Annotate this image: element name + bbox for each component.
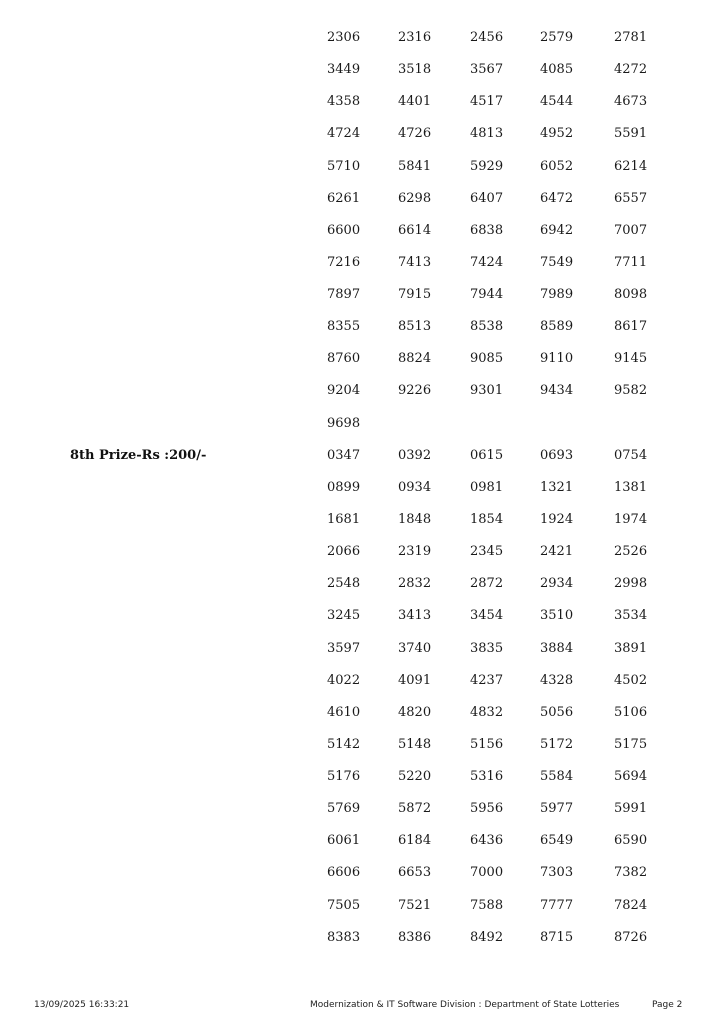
winning-number: 8386 — [398, 929, 432, 945]
winning-number: 1321 — [540, 479, 574, 495]
winning-number: 8355 — [327, 319, 361, 335]
winning-number: 6261 — [327, 190, 361, 206]
winning-number: 3449 — [327, 62, 361, 78]
winning-number: 6061 — [327, 833, 361, 849]
footer-page-number: Page 2 — [652, 1000, 683, 1010]
winning-number: 7303 — [540, 865, 574, 881]
winning-number: 2526 — [614, 544, 648, 560]
number-row — [0, 157, 724, 189]
winning-number: 7413 — [398, 254, 432, 270]
winning-number: 3245 — [327, 608, 361, 624]
winning-number: 8513 — [398, 319, 432, 335]
winning-number: 8589 — [540, 319, 574, 335]
winning-number: 0392 — [398, 447, 432, 463]
winning-number: 1924 — [540, 512, 574, 527]
winning-number: 4813 — [470, 126, 504, 142]
number-row — [0, 831, 724, 863]
winning-number: 7777 — [540, 897, 574, 913]
winning-number: 5929 — [470, 158, 504, 174]
winning-number: 8538 — [470, 319, 504, 335]
winning-number: 3534 — [614, 608, 648, 624]
winning-number: 3884 — [540, 640, 574, 656]
winning-number: 6214 — [614, 158, 648, 174]
winning-number: 4237 — [470, 672, 504, 688]
winning-number: 3518 — [398, 62, 432, 78]
winning-number: 7944 — [470, 287, 504, 302]
number-row — [0, 606, 724, 638]
winning-number: 6052 — [540, 158, 574, 174]
winning-number: 5956 — [470, 801, 504, 817]
number-row — [0, 414, 724, 446]
winning-number: 9204 — [327, 383, 361, 399]
winning-number: 1381 — [614, 479, 648, 495]
winning-number: 7007 — [614, 222, 648, 238]
winning-number: 8617 — [614, 319, 648, 335]
winning-number: 6549 — [540, 833, 574, 849]
number-row — [0, 863, 724, 895]
winning-number: 4091 — [398, 672, 432, 688]
winning-number: 2781 — [614, 30, 648, 45]
winning-number: 2316 — [398, 30, 432, 45]
winning-number: 3413 — [398, 608, 432, 624]
winning-number: 5584 — [540, 769, 574, 784]
number-row — [0, 253, 724, 285]
winning-number: 5175 — [614, 736, 648, 752]
winning-number: 6298 — [398, 190, 432, 206]
winning-number: 7824 — [614, 897, 648, 913]
winning-number: 8098 — [614, 287, 648, 302]
winning-number: 5872 — [398, 801, 432, 817]
winning-number: 5176 — [327, 769, 361, 784]
winning-number: 6407 — [470, 190, 504, 206]
winning-number: 8726 — [614, 929, 648, 945]
winning-number: 7382 — [614, 865, 648, 881]
winning-number: 0615 — [470, 447, 504, 463]
number-row — [0, 928, 724, 960]
winning-number: 3454 — [470, 608, 504, 624]
winning-number: 4673 — [614, 94, 648, 110]
winning-number: 3597 — [327, 640, 361, 656]
winning-number: 2579 — [540, 30, 574, 45]
winning-number: 4610 — [327, 704, 361, 720]
winning-number: 5172 — [540, 736, 574, 752]
winning-number: 4502 — [614, 672, 648, 688]
winning-number: 5142 — [327, 736, 361, 752]
number-row — [0, 381, 724, 413]
winning-number: 3510 — [540, 608, 574, 624]
winning-number: 5220 — [398, 769, 432, 784]
winning-number: 5991 — [614, 801, 648, 817]
winning-number: 6590 — [614, 833, 648, 849]
winning-number: 4328 — [540, 672, 574, 688]
number-row — [0, 92, 724, 124]
winning-number: 0693 — [540, 447, 574, 463]
winning-number: 7521 — [398, 897, 432, 913]
number-row — [0, 671, 724, 703]
winning-number: 0981 — [470, 479, 504, 495]
winning-number: 4726 — [398, 126, 432, 142]
winning-number: 5694 — [614, 769, 648, 784]
winning-number: 1854 — [470, 512, 504, 527]
number-row — [0, 124, 724, 156]
winning-number: 4517 — [470, 94, 504, 110]
winning-number: 2421 — [540, 544, 574, 560]
winning-number: 7711 — [614, 254, 648, 270]
winning-number: 3891 — [614, 640, 648, 656]
number-row — [0, 221, 724, 253]
winning-number: 9085 — [470, 351, 504, 367]
winning-number: 9145 — [614, 351, 648, 367]
winning-number: 6600 — [327, 222, 361, 238]
winning-number: 0899 — [327, 479, 361, 495]
winning-number: 2306 — [327, 30, 361, 45]
winning-number: 9582 — [614, 383, 648, 399]
number-row — [0, 574, 724, 606]
winning-number: 6653 — [398, 865, 432, 881]
winning-number: 4022 — [327, 672, 361, 688]
winning-number: 2066 — [327, 544, 361, 560]
number-row — [0, 542, 724, 574]
winning-number: 9698 — [327, 415, 361, 431]
winning-number: 3567 — [470, 62, 504, 78]
winning-number: 7424 — [470, 254, 504, 270]
winning-number: 7216 — [327, 254, 361, 270]
winning-number: 6472 — [540, 190, 574, 206]
winning-number: 8383 — [327, 929, 361, 945]
winning-number: 4832 — [470, 704, 504, 720]
winning-number: 6838 — [470, 222, 504, 238]
footer-timestamp: 13/09/2025 16:33:21 — [34, 1000, 130, 1010]
winning-number: 7989 — [540, 287, 574, 302]
winning-number: 8715 — [540, 929, 574, 945]
winning-number: 2548 — [327, 576, 361, 592]
winning-number: 7549 — [540, 254, 574, 270]
winning-number: 5977 — [540, 801, 574, 817]
winning-number: 0754 — [614, 447, 648, 463]
winning-number: 6606 — [327, 865, 361, 881]
number-row — [0, 349, 724, 381]
winning-number: 5056 — [540, 704, 574, 720]
winning-number: 9110 — [540, 351, 574, 367]
winning-number: 5769 — [327, 801, 361, 817]
winning-number: 3740 — [398, 640, 432, 656]
number-row — [0, 478, 724, 510]
winning-number: 4085 — [540, 62, 574, 78]
number-row — [0, 28, 724, 60]
winning-number: 2345 — [470, 544, 504, 560]
winning-number: 7588 — [470, 897, 504, 913]
prize-label: 8th Prize-Rs :200/- — [70, 447, 207, 463]
winning-number: 2832 — [398, 576, 432, 592]
winning-number: 2998 — [614, 576, 648, 592]
winning-number: 6557 — [614, 190, 648, 206]
number-row — [0, 735, 724, 767]
number-row — [0, 60, 724, 92]
winning-number: 1681 — [327, 512, 361, 527]
winning-number: 4544 — [540, 94, 574, 110]
winning-number: 6436 — [470, 833, 504, 849]
number-row — [0, 317, 724, 349]
number-row — [0, 510, 724, 542]
winning-number: 6614 — [398, 222, 432, 238]
number-row — [0, 189, 724, 221]
winning-number: 9301 — [470, 383, 504, 399]
winning-number: 1848 — [398, 512, 432, 527]
number-row — [0, 799, 724, 831]
winning-number: 5316 — [470, 769, 504, 784]
winning-number: 6184 — [398, 833, 432, 849]
winning-number: 4272 — [614, 62, 648, 78]
number-row — [0, 896, 724, 928]
winning-number: 9434 — [540, 383, 574, 399]
winning-number: 4401 — [398, 94, 432, 110]
winning-number: 4358 — [327, 94, 361, 110]
winning-number: 9226 — [398, 383, 432, 399]
winning-number: 5106 — [614, 704, 648, 720]
winning-number: 4820 — [398, 704, 432, 720]
number-row — [0, 767, 724, 799]
winning-number: 2319 — [398, 544, 432, 560]
winning-number: 4952 — [540, 126, 574, 142]
winning-number: 2872 — [470, 576, 504, 592]
number-row — [0, 703, 724, 735]
winning-number: 1974 — [614, 512, 648, 527]
winning-number: 7000 — [470, 865, 504, 881]
winning-number: 2456 — [470, 30, 504, 45]
number-row — [0, 639, 724, 671]
winning-number: 6942 — [540, 222, 574, 238]
page-footer — [0, 1000, 724, 1014]
winning-number: 3835 — [470, 640, 504, 656]
winning-number: 4724 — [327, 126, 361, 142]
number-row — [0, 446, 724, 478]
winning-number: 5591 — [614, 126, 648, 142]
winning-number: 8824 — [398, 351, 432, 367]
winning-number: 8492 — [470, 929, 504, 945]
winning-number: 5148 — [398, 736, 432, 752]
winning-number: 8760 — [327, 351, 361, 367]
winning-number: 7915 — [398, 287, 432, 302]
winning-number: 7505 — [327, 897, 361, 913]
footer-division: Modernization & IT Software Division : Department of State Lotteries — [310, 1000, 620, 1010]
winning-number: 5841 — [398, 158, 432, 174]
number-row — [0, 285, 724, 317]
winning-number: 7897 — [327, 287, 361, 302]
winning-number: 5156 — [470, 736, 504, 752]
winning-number: 0347 — [327, 447, 361, 463]
winning-number: 5710 — [327, 158, 361, 174]
winning-number: 0934 — [398, 479, 432, 495]
winning-number: 2934 — [540, 576, 574, 592]
